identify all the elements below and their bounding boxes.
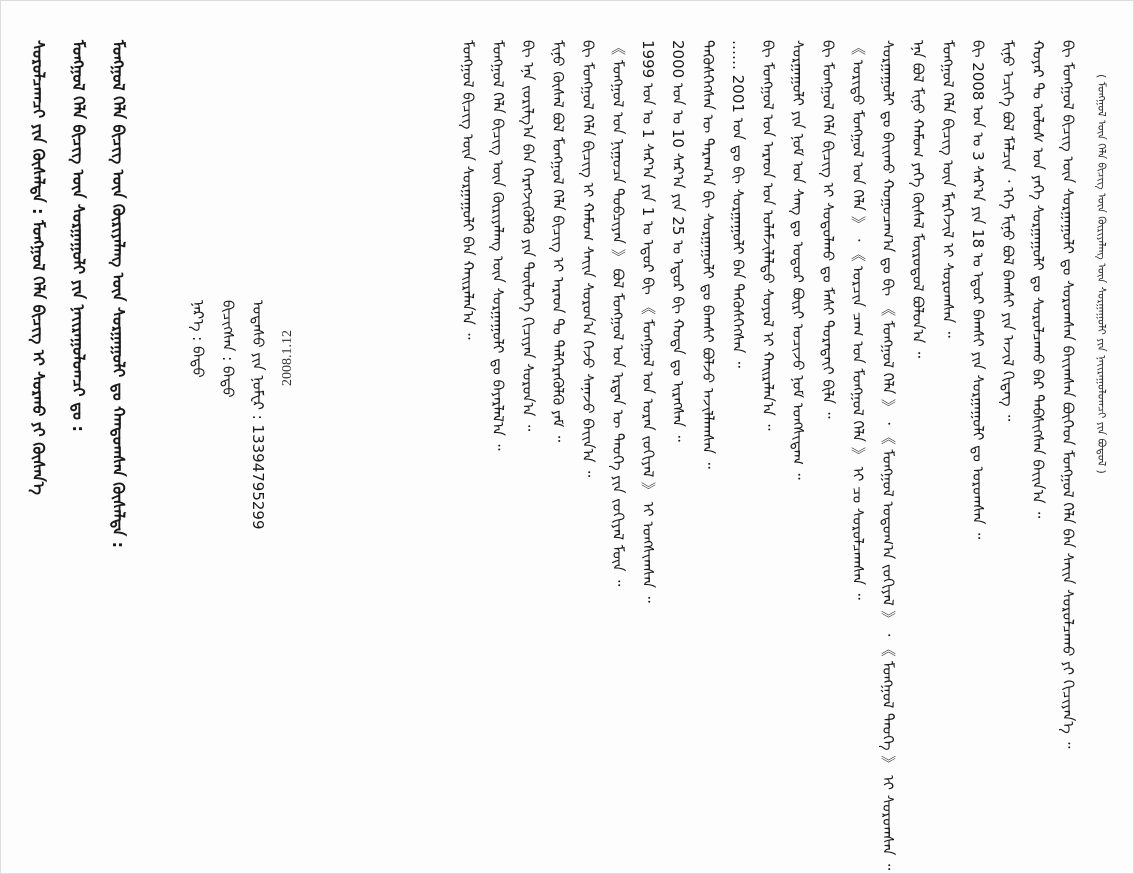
document-date: 2008.1.12 bbox=[280, 330, 295, 386]
header-note: ( ᠮᠣᠩᠭᠣᠯ ᠦᠨ ᠬᠡᠯᠡ ᠪᠢᠴᠢᠭ ᠦᠨ ᠬᠦᠷᠢᠶᠡᠯᠡᠩ ᠦᠨ ᠰᠤᠷᠭᠠᠭᠤᠯᠢ ᠶᠢᠨ ᠨᠠᠶ᠋ᠢᠷᠠᠭᠤᠯᠤᠭᠴᠢ ᠶᠢᠨ ᠪᠣᠳᠤᠯ ) bbox=[1095, 74, 1108, 474]
name-label: ᠨᠡᠷ᠎ᠡ : ᠪᠠᠲᠤ bbox=[189, 300, 207, 378]
paragraph: ᠪᠢ ᠮᠣᠩᠭᠣᠯ ᠤᠨ ᠠᠷᠠᠳ ᠤᠨ ᠤᠯᠠᠮᠵᠢᠯᠠᠯᠲᠤ ᠰᠣᠶᠣᠯ ᠢ ᠬᠠᠢᠷᠠᠯᠠᠨ᠎ᠠ ᠃ bbox=[759, 40, 777, 431]
paragraph: ᠰᠤᠷᠭᠠᠭᠤᠯᠢ ᠶᠢᠨ ᠨᠣᠮ ᠤᠨ ᠰᠠᠩ ᠳᠤ ᠣᠳᠣᠷ ᠪᠦᠷᠢ ᠣᠴᠢᠵᠤ ᠨᠣᠮ ᠤᠩᠰᠢᠳᠠᠭ ᠃ bbox=[789, 40, 807, 480]
paragraph: ᠪᠢ 2008 ᠣᠨ ᠤ 3 ᠰᠠᠷ᠎ᠠ ᠶᠢᠨ 18 ᠤ ᠡᠳᠦᠷ ᠪᠠᠭᠰᠢ ᠶᠢᠨ ᠰᠤᠷᠭᠠᠭᠤᠯᠢ ᠳᠤ ᠣᠷᠣᠭᠰᠠᠨ ᠃ bbox=[969, 40, 987, 540]
paragraph: ᠮᠢᠨᠤ ᠬᠦᠰᠡᠯ ᠪᠣᠯ ᠮᠣᠩᠭᠣᠯ ᠬᠡᠯᠡ ᠪᠢᠴᠢᠭ ᠢ ᠠᠷᠠᠳ ᠲᠤ ᠳᠡᠯᠭᠡᠷᠡᠭᠦᠯᠬᠦ ᠶᠠᠮ ᠃ bbox=[549, 40, 567, 443]
paragraph: ᠪᠢ ᠮᠣᠩᠭᠣᠯ ᠬᠡᠯᠡ ᠪᠢᠴᠢᠭ ᠢ ᠰᠤᠳᠤᠯᠬᠤ ᠳᠤ ᠮᠠᠰᠢ ᠳᠤᠷᠠᠲᠠᠶ᠋ᠢ ᠪᠢᠯᠡ ᠃ bbox=[819, 40, 837, 419]
paragraph: ᠮᠢᠨᠤ ᠡᠴᠢᠭᠡ ᠪᠣᠯ ᠮᠠᠯᠴᠢᠨ ᠂ ᠡᠬᠡ ᠮᠢᠨᠤ ᠪᠣᠯ ᠪᠠᠭᠰᠢ ᠶᠢᠨ ᠠᠵᠢᠯ ᠬᠢᠳᠡᠭ ᠃ bbox=[999, 40, 1017, 422]
paragraph: ᠮᠣᠩᠭᠣᠯ ᠬᠡᠯᠡ ᠪᠢᠴᠢᠭ ᠦᠨ ᠬᠦᠷᠢᠶᠡᠯᠡᠩ ᠦᠨ ᠰᠤᠷᠭᠠᠭᠤᠯᠢ ᠳᠤ ᠪᠠᠶᠠᠷᠯᠠᠯ᠎ᠠ ᠃ bbox=[489, 40, 507, 451]
paragraph: ᠮᠣᠩᠭᠣᠯ ᠪᠢᠴᠢᠭ ᠦᠨ ᠰᠤᠷᠭᠠᠭᠤᠯᠢ ᠪᠠᠨ ᠬᠠᠢᠷᠠᠯᠠᠨ᠎ᠠ ᠃ bbox=[459, 40, 477, 340]
paragraph: ᠪᠢ ᠮᠣᠩᠭᠣᠯ ᠬᠡᠯᠡ ᠪᠢᠴᠢᠭ ᠢ ᠬᠠᠮᠤᠭ ᠰᠠᠶ᠋ᠢᠨ ᠰᠤᠷᠤᠨ᠎ᠠ ᠭᠡᠵᠦ ᠰᠠᠨᠠᠵᠤ ᠪᠠᠶ᠋ᠢᠨ᠎ᠠ ᠃ bbox=[579, 40, 597, 478]
closing-line: ᠮᠣᠩᠭᠣᠯ ᠬᠡᠯᠡ ᠪᠢᠴᠢᠭ ᠦᠨ ᠬᠦᠷᠢᠶᠡᠯᠡᠩ ᠦᠨ ᠰᠤᠷᠭᠠᠭᠤᠯᠢ ᠳᠤ ᠬᠠᠨᠳᠤᠭᠰᠠᠨ ᠬᠦᠰᠡᠯᠲᠡ : bbox=[109, 40, 128, 549]
paragraph: ᠪᠢ ᠮᠣᠩᠭᠣᠯ ᠪᠢᠴᠢᠭ ᠦᠨ ᠰᠤᠷᠭᠠᠭᠤᠯᠢ ᠳᠤ ᠰᠤᠷᠤᠭᠰᠠᠨ ᠪᠠᠶ᠋ᠢᠭᠰᠠᠨ ᠪᠦᠭᠡᠳ ᠮᠣᠩᠭᠣᠯ ᠬᠡᠯᠡ ᠪᠡᠨ ᠰᠠᠶ᠋ᠢᠨ ᠰᠤᠷᠤᠯᠴᠠᠬᠤ ᠶᠢ ᠬᠢᠴᠢᠶᠡᠨ᠎ᠡ ᠃ bbox=[1059, 40, 1077, 749]
paragraph: ᠬᠣᠶᠠᠷ ᠲᠤ ᠤᠯᠤᠰ ᠤᠨ ᠶᠡᠬᠡ ᠰᠤᠷᠭᠠᠭᠤᠯᠢ ᠳᠤ ᠰᠤᠷᠤᠯᠴᠠᠬᠤ ᠪᠠᠷ ᠳᠡᠪᠰᠢᠭᠰᠡᠨ ᠪᠠᠶ᠋ᠢᠨ᠎ᠠ ᠃ bbox=[1029, 40, 1047, 519]
paragraph: 《 ᠮᠣᠩᠭᠣᠯ ᠤᠨ ᠨᠢᠭᠤᠴᠠ ᠲᠣᠪᠴᠢᠶᠠᠨ 》 ᠪᠣᠯ ᠮᠣᠩᠭᠣᠯ ᠤᠨ ᠡᠷᠲᠡᠨ ᠦ ᠲᠡᠦᠬᠡ ᠶᠢᠨ ᠵᠣᠬᠢᠶᠠᠯ ᠮᠥᠨ ᠃ bbox=[609, 40, 627, 587]
paragraph: 《 ᠤᠷᠢᠳᠤ ᠮᠣᠩᠭᠣᠯ ᠤᠨ ᠬᠡᠯᠡ 》 ᠂ 《 ᠣᠷᠴᠢᠨ ᠴᠠᠭ ᠤᠨ ᠮᠣᠩᠭᠣᠯ ᠬᠡᠯᠡ 》 ᠢ ᠴᠤ ᠰᠤᠷᠤᠯᠴᠠᠭᠰᠠᠨ ᠃ bbox=[849, 40, 867, 600]
paragraph: ᠰᠤᠷᠭᠠᠭᠤᠯᠢ ᠳᠤ ᠪᠠᠶ᠋ᠢᠬᠤ ᠬᠤᠭᠤᠴᠠᠭ᠎ᠠ ᠳᠤ ᠪᠢ 《 ᠮᠣᠩᠭᠣᠯ ᠬᠡᠯᠡ 》 ᠂ 《 ᠮᠣᠩᠭᠣᠯ ᠤᠲᠤᠭ᠎ᠠ ᠵᠣᠬᠢᠶᠠᠯ 》 ᠂ 《 ᠮᠣᠩᠭᠣᠯ ᠲᠡᠦᠬᠡ 》 ᠢ ᠰᠤᠷᠤᠭᠰᠠᠨ ᠃ bbox=[879, 40, 897, 871]
phone-number: ᠤᠲᠠᠰᠤ ᠶᠢᠨ ᠨᠣᠮᠧᠷ : 13394795299 bbox=[249, 300, 267, 530]
paragraph: ᠪᠢ ᠡᠨᠡ ᠵᠣᠷᠢᠯᠭ᠎ᠠ ᠪᠠᠨ ᠬᠡᠷᠡᠭᠵᠢᠭᠦᠯᠬᠦ ᠶᠢᠨ ᠲᠥᠯᠦᠭᠡ ᠬᠢᠴᠢᠶᠡᠨ ᠰᠤᠷᠤᠨ᠎ᠠ ᠃ bbox=[519, 40, 537, 432]
paragraph: ᠡᠨᠡ ᠪᠣᠯ ᠮᠢᠨᠤ ᠬᠠᠮᠤᠭ ᠶᠡᠬᠡ ᠬᠦᠰᠡᠯ ᠮᠥᠷᠥᠳᠦᠯ ᠪᠣᠯᠤᠨ᠎ᠠ ᠃ bbox=[909, 40, 927, 358]
paragraph: ᠲᠡᠭᠦᠰᠬᠡᠭᠰᠡᠨ ᠦ ᠳᠠᠷᠠᠭ᠎ᠠ ᠪᠢ ᠰᠤᠷᠭᠠᠭᠤᠯᠢ ᠳᠤ ᠪᠠᠭᠰᠢ ᠪᠣᠯᠵᠤ ᠠᠵᠢᠯᠯᠠᠭᠰᠠᠨ ᠃ bbox=[699, 40, 717, 469]
closing-line: ᠰᠤᠷᠤᠯᠴᠠᠭᠴᠢ ᠶᠢᠨ ᠬᠦᠰᠡᠯᠲᠡ : ᠮᠣᠩᠭᠣᠯ ᠬᠡᠯᠡ ᠪᠢᠴᠢᠭ ᠢ ᠰᠤᠷᠬᠤ ᠶᠢ ᠬᠦᠰᠡᠨ᠎ᠡ bbox=[29, 40, 48, 495]
author-label: ᠪᠢᠴᠢᠭᠰᠡᠨ : ᠪᠠᠲᠤ bbox=[219, 300, 237, 398]
paragraph: 1999 ᠣᠨ ᠤ 1 ᠰᠠᠷ᠎ᠠ ᠶᠢᠨ 1 ᠤ ᠡᠳᠦᠷ ᠪᠢ 《 ᠮᠣᠩᠭᠣᠯ ᠤᠨ ᠤᠷᠠᠨ ᠵᠣᠬᠢᠶᠠᠯ 》 ᠢ ᠤᠩᠰᠢᠭᠰᠠᠨ ᠃ bbox=[639, 40, 657, 603]
paragraph: 2000 ᠣᠨ ᠤ 10 ᠰᠠᠷ᠎ᠠ ᠶᠢᠨ 25 ᠤ ᠡᠳᠦᠷ ᠪᠢ ᠬᠣᠲᠠ ᠳᠤ ᠢᠷᠡᠭᠰᠡᠨ ᠃ bbox=[669, 40, 687, 442]
paragraph: …… 2001 ᠣᠨ ᠳᠤ ᠪᠢ ᠰᠤᠷᠭᠠᠭᠤᠯᠢ ᠪᠠᠨ ᠲᠡᠭᠦᠰᠬᠡᠭᠰᠡᠨ ᠃ bbox=[729, 40, 747, 368]
paragraph: ᠮᠣᠩᠭᠣᠯ ᠬᠡᠯᠡ ᠪᠢᠴᠢᠭ ᠦᠨ ᠮᠡᠷᠭᠡᠵᠢᠯ ᠢ ᠰᠤᠷᠤᠭᠰᠠᠨ ᠃ bbox=[939, 40, 957, 338]
closing-line: ᠮᠣᠩᠭᠣᠯ ᠬᠡᠯᠡ ᠪᠢᠴᠢᠭ ᠦᠨ ᠰᠤᠷᠭᠠᠭᠤᠯᠢ ᠶᠢᠨ ᠨᠠᠶ᠋ᠢᠷᠠᠭᠤᠯᠤᠭᠴᠢ ᠳᠤ : bbox=[69, 40, 88, 432]
